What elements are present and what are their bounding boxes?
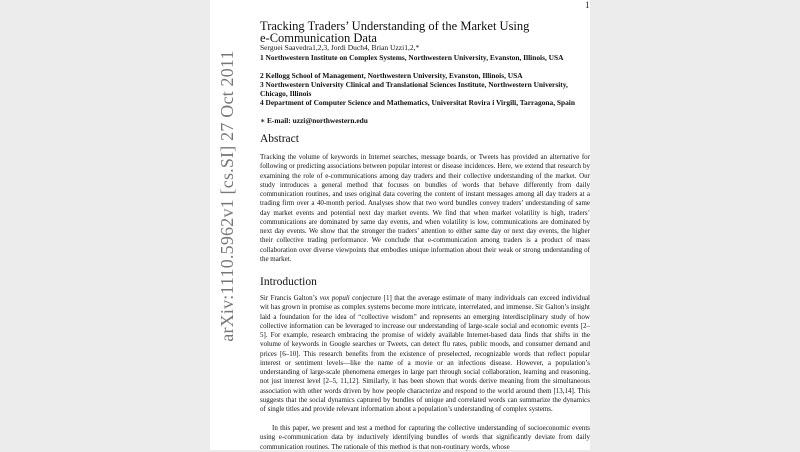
intro-p1-rest: conjecture [1] that the average estimate of many individuals can exceed individual wit has grown in promise as complex systems become more intricate, interrelated, and immense. Sir Galton’s insight laid a foundation for the idea of “collective wisdom” and represents an emerging interdisciplinary study of how collective information can be leveraged to increase our understanding of large-scale social and economic events [2–5]. For example, research embracing the promise of widely available Internet-based data finds that shifts in the volume of keywords in Google searches or Tweets, can detect flu rates, public moods, and consumer demand and prices [6–10]. This research benefits from the existence of preselected, recognizable words that reflect popular interest or sentiment levels—like the name of a movie or an infectious disease. However, a population’s understanding of large-scale phenomena emerges in large part through social collaboration, learning and reasoning, not just interest level [2–5, 11,12]. Similarly, it has been shown that words derive meaning from the simultaneous association with other words driven by how people characterize and respond to the world around them [13,14]. This suggests that the social dynamics captured by bundles of unique and correlated words can summarize the dynamics of single titles and provide relevant information about a population’s understanding of complex systems. [260, 294, 590, 413]
affiliation-3: 3 Northwestern University Clinical and Translational Sciences Institute, Northwestern University, Chicago, Illinois [260, 80, 568, 98]
intro-paragraph-1 [260, 294, 590, 414]
intro-p1-start: Sir Francis Galton’s [260, 294, 320, 302]
introduction-heading: Introduction [260, 276, 317, 288]
abstract-heading: Abstract [260, 133, 299, 145]
arxiv-stamp: arXiv:1110.5962v1 [cs.SI] 27 Oct 2011 [217, 50, 237, 342]
intro-paragraph-2: In this paper, we present and test a method for capturing the collective understanding of socioeconomic events using e-communication data by inductively identifying bundles of words that significantly deviate from daily communication routines. The rationale of this method is that non-routinary words, whose [260, 424, 590, 451]
paper-title [260, 20, 570, 44]
affiliation-2: 2 Kellogg School of Management, Northwestern University, Evanston, Illinois, USA [260, 71, 523, 80]
title-line-1: Tracking Traders’ Understanding of the Market Using [260, 19, 530, 33]
page-number: 1 [585, 0, 590, 10]
affiliation-1: 1 Northwestern Institute on Complex Systems, Northwestern University, Evanston, Illinois, USA [260, 53, 564, 62]
abstract-text: Tracking the volume of keywords in Internet searches, message boards, or Tweets has provided an alternative for following or predicting associations between popular interest or disease incidences. Here, we extend that research by examining the role of e-communications among day traders and their collective understanding of the market. Our study introduces a general method that focuses on bundles of words that behave differently from daily communication routines, and uses original data covering the content of instant messages among all day traders at a trading firm over a 40-month period. Analyses show that two word bundles convey traders’ understanding of same day market events and potential next day market events. We find that when market volatility is high, traders’ communications are dominated by same day events, and when volatility is low, communications are dominated by next day events. We show that the stronger the traders’ attention to either same day or next day events, the higher their collective trading performance. We conclude that e-communication among traders is a product of mass collaboration over diverse viewpoints that embodies unique information about their weak or strong understanding of the market. [260, 153, 590, 263]
affiliation-4: 4 Department of Computer Science and Mathematics, Universitat Rovira i Virgili, Tarragona, Spain [260, 98, 575, 107]
title-line-2: e-Communication Data [260, 31, 377, 45]
author-list: Serguei Saavedra1,2,3, Jordi Duch4, Brian Uzzi1,2,* [260, 43, 420, 52]
intro-p1-italic: vox populi [319, 294, 350, 302]
contact-email: ∗ E-mail: uzzi@northwestern.edu [260, 116, 368, 125]
